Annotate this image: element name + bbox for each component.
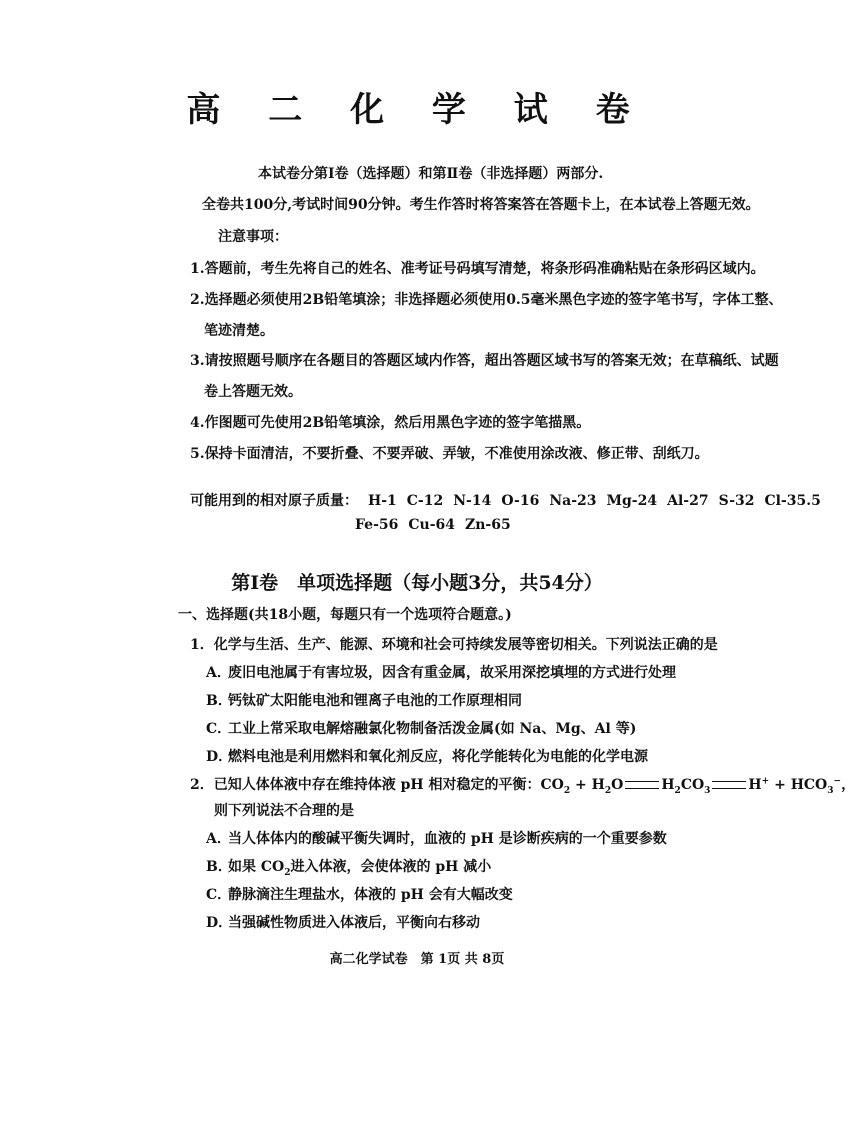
formula-h2o-o: O <box>611 777 624 793</box>
formula-hplus: H <box>748 777 762 793</box>
note-2: 2.选择题必须使用2B铅笔填涂；非选择题必须使用0.5毫米黑色字迹的签字笔书写，字体工整、 <box>190 292 783 308</box>
q2-option-a <box>206 828 667 848</box>
superscript: + <box>761 776 770 787</box>
option-text: 燃料电池是利用燃料和氧化剂反应，将化学能转化为电能的化学电源 <box>228 749 648 765</box>
option-text: 进入体液，会使体液的 pH 减小 <box>290 859 492 875</box>
atomic-mass-row-2 <box>355 517 521 533</box>
q2-option-b <box>206 856 491 878</box>
question-1-stem: 1．化学与生活、生产、能源、环境和社会可持续发展等密切相关。下列说法正确的是 <box>190 637 718 653</box>
atomic-mass: O-16 <box>501 493 540 509</box>
question-2-stem-cont: 则下列说法不合理的是 <box>214 803 354 819</box>
notes-heading: 注意事项： <box>218 229 288 245</box>
atomic-mass: C-12 <box>406 493 444 509</box>
option-text: 工业上常采取电解熔融氯化物制备活泼金属(如 Na、Mg、Al 等) <box>228 721 637 737</box>
option-text: 钙钛矿太阳能电池和锂离子电池的工作原理相同 <box>228 693 522 709</box>
section-heading: 第Ⅰ卷 单项选择题（每小题3分，共54分） <box>231 572 603 594</box>
atomic-mass: Al-27 <box>667 493 709 509</box>
page-title: 高 二 化 学 试 卷 <box>186 90 648 130</box>
atomic-mass-row-1 <box>190 490 831 510</box>
part-heading: 一、选择题(共18小题，每题只有一个选项符合题意。) <box>178 607 512 623</box>
note-3-cont: 卷上答题无效。 <box>204 384 302 400</box>
intro-line-2: 全卷共100分,考试时间90分钟。考生作答时将答案答在答题卡上，在本试卷上答题无效。 <box>202 197 760 213</box>
option-text: 废旧电池属于有害垃圾，因含有重金属，故采用深挖填埋的方式进行处理 <box>228 665 676 681</box>
atomic-mass: N-14 <box>453 493 492 509</box>
question-2-stem <box>190 774 855 796</box>
option-letter: D． <box>206 749 233 765</box>
subscript: 2 <box>284 867 291 878</box>
atomic-mass: Cl-35.5 <box>764 493 821 509</box>
q2-option-d <box>206 912 480 932</box>
atomic-mass-label: 可能用到的相对原子质量： <box>190 493 358 509</box>
equilibrium-arrow <box>712 781 746 789</box>
option-letter: A． <box>206 831 231 847</box>
q1-option-b <box>206 690 522 710</box>
formula-h2co3: H <box>661 777 675 793</box>
note-3: 3.请按照题号顺序在各题目的答题区域内作答，超出答题区域书写的答案无效；在草稿纸、试题 <box>190 353 779 369</box>
option-letter: C． <box>206 721 232 737</box>
option-text: 静脉滴注生理盐水，体液的 pH 会有大幅改变 <box>228 887 513 903</box>
option-letter: A． <box>206 665 231 681</box>
comma: ， <box>841 777 855 793</box>
subscript: 2 <box>674 785 681 796</box>
atomic-mass: Na-23 <box>549 493 597 509</box>
subscript: 2 <box>563 785 571 796</box>
superscript: − <box>833 776 842 787</box>
option-letter: C． <box>206 887 232 903</box>
atomic-mass: Cu-64 <box>408 517 455 533</box>
note-1: 1.答题前，考生先将自己的姓名、准考证号码填写清楚，将条形码准确粘贴在条形码区域内。 <box>190 261 765 277</box>
intro-line-1: 本试卷分第Ⅰ卷（选择题）和第Ⅱ卷（非选择题）两部分. <box>258 166 604 182</box>
formula-h2o: H <box>591 777 605 793</box>
option-letter: B． <box>206 693 232 709</box>
atomic-mass: S-32 <box>718 493 755 509</box>
formula-h2co3-co: CO <box>680 777 705 793</box>
question-2-stem-text: 2．已知人体体液中存在维持体液 pH 相对稳定的平衡： <box>190 777 541 793</box>
plus-sign: + <box>570 777 592 793</box>
atomic-mass: H-1 <box>368 493 397 509</box>
q1-option-d <box>206 746 648 766</box>
q1-option-c <box>206 718 636 738</box>
option-text: 如果 CO <box>228 859 285 875</box>
plus-sign: + <box>769 777 791 793</box>
page-footer: 高二化学试卷 第 1页 共 8页 <box>329 952 505 967</box>
formula-co2: CO <box>540 777 564 793</box>
option-letter: B． <box>206 859 232 875</box>
subscript: 3 <box>827 785 834 796</box>
note-4: 4.作图题可先使用2B铅笔填涂，然后用黑色字迹的签字笔描黑。 <box>190 415 591 431</box>
q1-option-a <box>206 662 676 682</box>
atomic-mass: Fe-56 <box>355 517 399 533</box>
option-text: 当人体体内的酸碱平衡失调时，血液的 pH 是诊断疾病的一个重要参数 <box>228 831 667 847</box>
note-5: 5.保持卡面清洁，不要折叠、不要弄破、弄皱，不准使用涂改液、修正带、刮纸刀。 <box>190 446 709 462</box>
atomic-mass: Mg-24 <box>606 493 658 509</box>
note-2-cont: 笔迹清楚。 <box>204 323 274 339</box>
q2-option-c <box>206 884 513 904</box>
formula-hco3: HCO <box>790 777 828 793</box>
equilibrium-arrow <box>625 781 659 789</box>
atomic-mass: Zn-65 <box>465 517 511 533</box>
option-text: 当强碱性物质进入体液后，平衡向右移动 <box>228 915 480 931</box>
option-letter: D． <box>206 915 233 931</box>
subscript: 2 <box>604 785 612 796</box>
subscript: 3 <box>704 785 711 796</box>
equilibrium-equation <box>540 776 855 796</box>
